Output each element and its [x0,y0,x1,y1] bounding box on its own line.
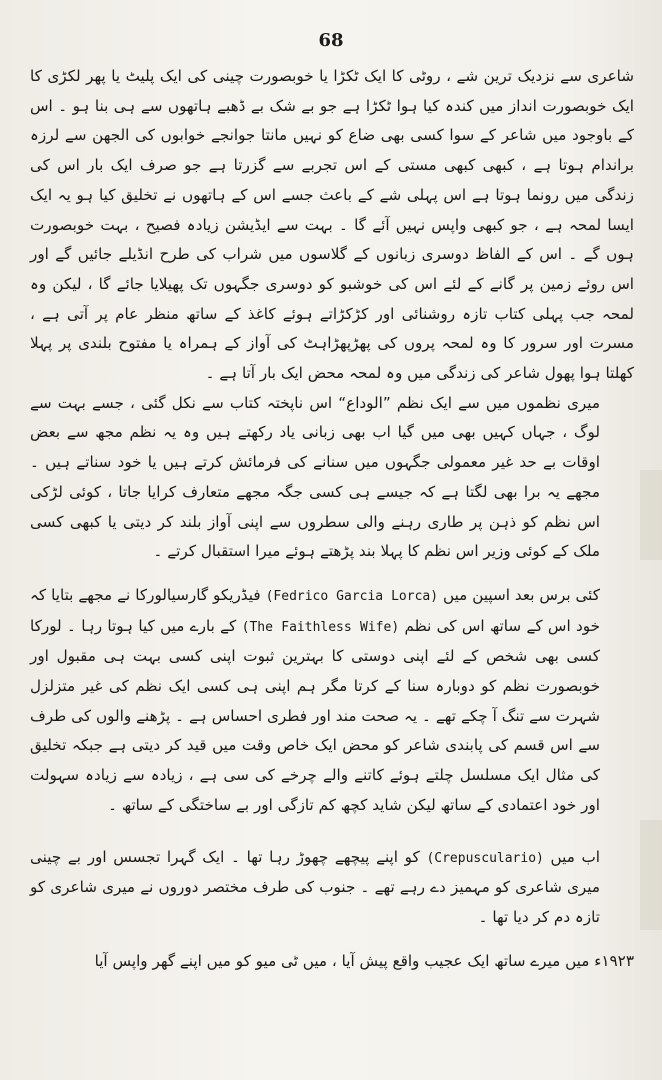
paragraph-2: میری نظموں میں سے ایک نظم ”الوداع“ اس ناپختہ کتاب سے نکل گئی ، جسے بہت سے لوگ ، جہاں کہیں بھی میں گیا اب بھی زبانی یاد رکھتے ہیں وہ یہ نظم مجھ سے بعض اوقات بے حد غیر معمولی جگہوں میں سنانے کی فرمائش کرتے ہیں یا خود سناتے ہیں ۔ مجھے یہ برا بھی لگتا ہے کہ جیسے ہی کسی جگہ مجھے متعارف کرایا جاتا ، کوئی لڑکی اس نظم کو ذہن پر طاری رہنے والی سطروں سے اپنی آواز بلند کر دیتی یا کبھی کسی ملک کے کوئی وزیر اس نظم کا پہلا بند پڑھتے ہوئے میرا استقبال کرتے ۔ [30,393,600,561]
latin-name-lorca: (Fedrico Garcia Lorca) [265,588,439,604]
latin-title-crepusculario: (Crepusculario) [426,850,544,866]
paragraph-5: ۱۹۲۳ء میں میرے ساتھ ایک عجیب واقع پیش آیا ، میں ٹی میو کو میں اپنے گھر واپس آیا [94,951,634,970]
page-stain [640,470,662,560]
paragraph-3-text-c: کے بارے میں کیا ہوتا رہا ۔ لورکا کسی بھی شخص کے لئے اپنی دوستی کا بہترین ثبوت اپنی کسی بہت ہی مقبول اور خوبصورت نظم کو دوبارہ سنا کے کرتا مگر ہم اپنی ہی کسی ایک نظم کی غیر متزلزل شہرت سے تنگ آ چکے تھے ۔ یہ صحت مند اور فطری احساس ہے ۔ پڑھنے والوں کی طرف سے اس قسم کی پابندی شاعر کو محض ایک خاص وقت میں قید کر دیتی ہے جبکہ تخلیق کی مثال ایک مسلسل چلتے ہوئے کاتنے والے چرخے کی سی ہے ، زیادہ سے زیادہ سہولت اور خود اعتمادی کے ساتھ لیکن شاید کچھ کم تازگی اور بے ساختگی کے ساتھ ۔ [30,616,600,814]
page-number: 68 [318,30,344,51]
paragraph-3-text-a: کئی برس بعد اسپین میں [443,585,600,604]
paragraph-4-text-a: اب میں [550,847,601,866]
paragraph-1: شاعری سے نزدیک ترین شے ، روٹی کا ایک ٹکڑا یا خوبصورت چینی کی ایک پلیٹ یا پھر لکڑی کا ایک خوبصورت انداز میں کندہ کیا ہوا ٹکڑا ہے جو بے شک بے ڈھبے ہاتھوں سے ہی بنا ہو ۔ اس کے باوجود میں شاعر کے سوا کسی بھی ضاع کو نہیں مانتا جوانجے خوابوں کی الجھن سے لرزہ براندام ہوتا ہے ، کبھی کبھی مستی کے اس تجربے سے گزرتا ہے جو صرف ایک بار اس کی زندگی میں رونما ہوتا ہے اس پہلی شے کے باعث جسے اس کے ہاتھوں نے تخلیق کیا ہو یہ ایک ایسا لمحہ ہے ، جو کبھی واپس نہیں آئے گا ۔ بہت سے ایڈیشن زیادہ فصیح ، بہت خوبصورت ہوں گے ۔ اس کے الفاظ دوسری زبانوں کے گلاسوں میں شراب کی طرح انڈیلے جائیں گے اور اس روئے زمین پر گانے کے لئے اس کی خوشبو کو دوسری جگہوں تک پھیلایا جائے گا ، لیکن وہ لمحہ جب پہلی کتاب تازہ روشنائی اور کڑکڑاتے ہوئے کاغذ کے ساتھ منظر عام پر آتی ہے ، مسرت اور سرور کا وہ لمحہ پروں کی پھڑپھڑاہٹ کی آواز کے ہمراہ یا مفتوح بلندی پر پہلا کھلتا ہوا پھول شاعر کی زندگی میں وہ لمحہ محض ایک بار آتا ہے ۔ [30,67,634,383]
body-text [30,62,634,976]
page-stain [640,820,662,930]
paragraph-3 [30,581,634,821]
paragraph-4 [30,843,634,933]
latin-title-faithless-wife: (The Faithless Wife) [241,619,400,635]
paragraph-4-text-b: کو اپنے پیچھے چھوڑ رہا تھا ۔ ایک گہرا تجسس اور بے چینی میری شاعری کو مہمیز دے رہے تھے ۔ جنوب کی طرف مختصر دوروں نے میری شاعری کو تازہ دم کر دیا تھا ۔ [30,847,600,926]
paragraph-3-text-b: فیڈریکو گارسیالورکا نے مجھے بتایا کہ خود اس کے ساتھ اس کی نظم [30,585,601,635]
